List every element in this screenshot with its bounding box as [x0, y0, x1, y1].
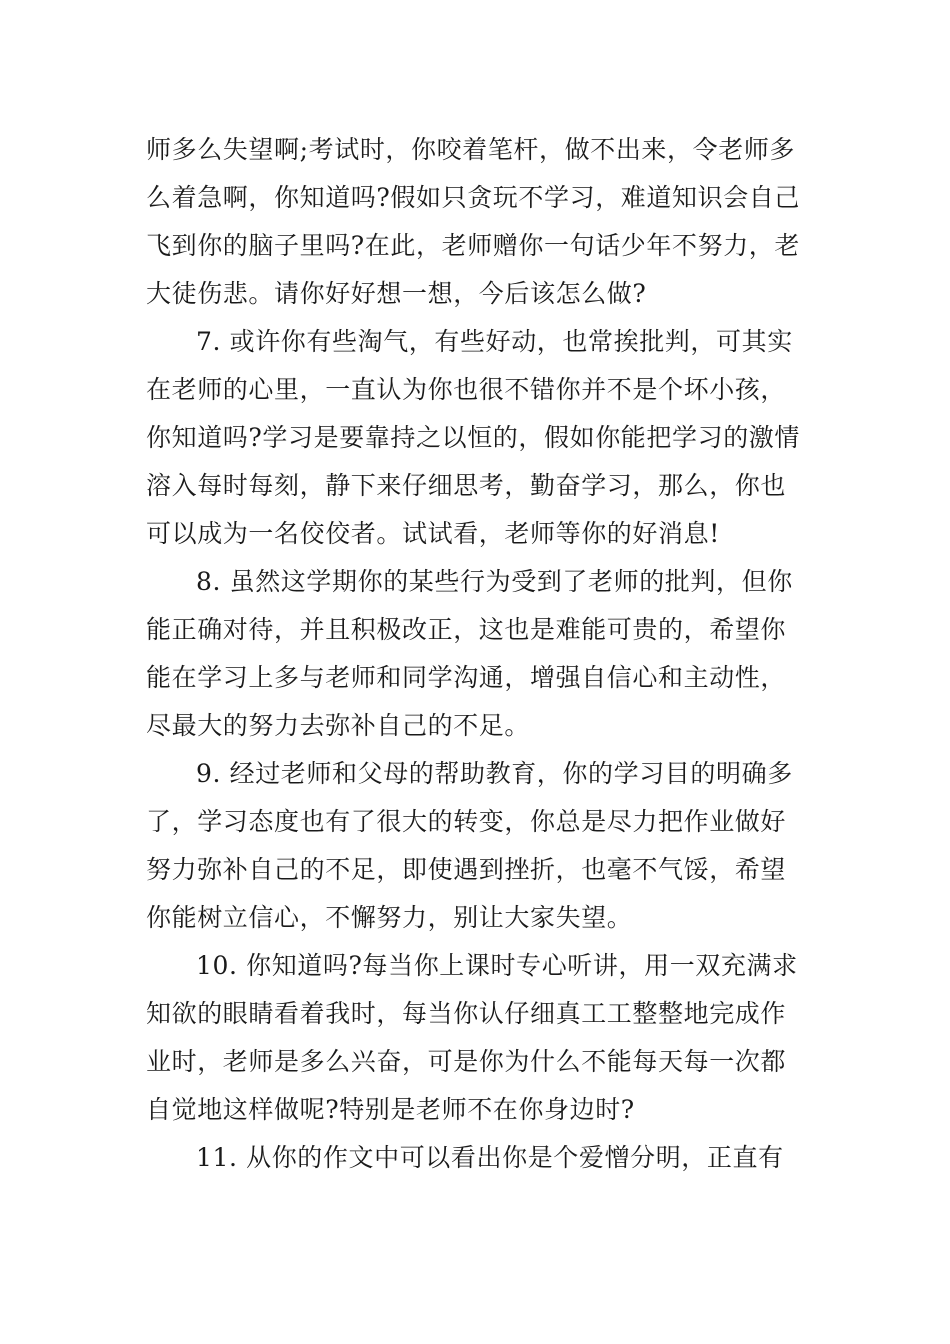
text-line: 在老师的心里，一直认为你也很不错你并不是个坏小孩， — [146, 375, 787, 404]
text-line: 你能树立信心，不懈努力，别让大家失望。 — [146, 903, 633, 932]
paragraph-item-11 — [146, 1134, 806, 1182]
text-line: 10. 你知道吗?每当你上课时专心听讲，用一双充满求 — [196, 951, 798, 980]
text-line: 7. 或许你有些淘气，有些好动，也常挨批判，可其实 — [196, 327, 793, 356]
text-line: 11. 从你的作文中可以看出你是个爱憎分明，正直有 — [196, 1143, 784, 1172]
text-line: 你知道吗?学习是要靠持之以恒的，假如你能把学习的激情 — [146, 423, 801, 452]
text-line: 溶入每时每刻，静下来仔细思考，勤奋学习，那么，你也 — [146, 471, 787, 500]
text-line: 师多么失望啊;考试时，你咬着笔杆，做不出来，令老师多 — [146, 135, 796, 164]
text-line: 么着急啊，你知道吗?假如只贪玩不学习，难道知识会自己 — [146, 183, 801, 212]
paragraph-continuation — [146, 126, 806, 318]
text-line: 尽最大的努力去弥补自己的不足。 — [146, 711, 531, 740]
text-line: 自觉地这样做呢?特别是老师不在你身边时? — [146, 1095, 635, 1124]
text-line: 可以成为一名佼佼者。试试看，老师等你的好消息! — [146, 519, 720, 548]
text-line: 知欲的眼睛看着我时，每当你认仔细真工工整整地完成作 — [146, 999, 787, 1028]
paragraph-item-8 — [146, 558, 806, 750]
text-line: 8. 虽然这学期你的某些行为受到了老师的批判，但你 — [196, 567, 793, 596]
paragraph-item-9 — [146, 750, 806, 942]
text-line: 努力弥补自己的不足，即使遇到挫折，也毫不气馁，希望 — [146, 855, 787, 884]
document-body — [146, 126, 806, 1182]
paragraph-item-10 — [146, 942, 806, 1134]
text-line: 能在学习上多与老师和同学沟通，增强自信心和主动性， — [146, 663, 787, 692]
paragraph-item-7 — [146, 318, 806, 558]
text-line: 9. 经过老师和父母的帮助教育，你的学习目的明确多 — [196, 759, 793, 788]
text-line: 飞到你的脑子里吗?在此，老师赠你一句话少年不努力，老 — [146, 231, 801, 260]
text-line: 了，学习态度也有了很大的转变，你总是尽力把作业做好 — [146, 807, 787, 836]
text-line: 业时，老师是多么兴奋，可是你为什么不能每天每一次都 — [146, 1047, 787, 1076]
text-line: 大徒伤悲。请你好好想一想，今后该怎么做? — [146, 279, 647, 308]
text-line: 能正确对待，并且积极改正，这也是难能可贵的，希望你 — [146, 615, 787, 644]
